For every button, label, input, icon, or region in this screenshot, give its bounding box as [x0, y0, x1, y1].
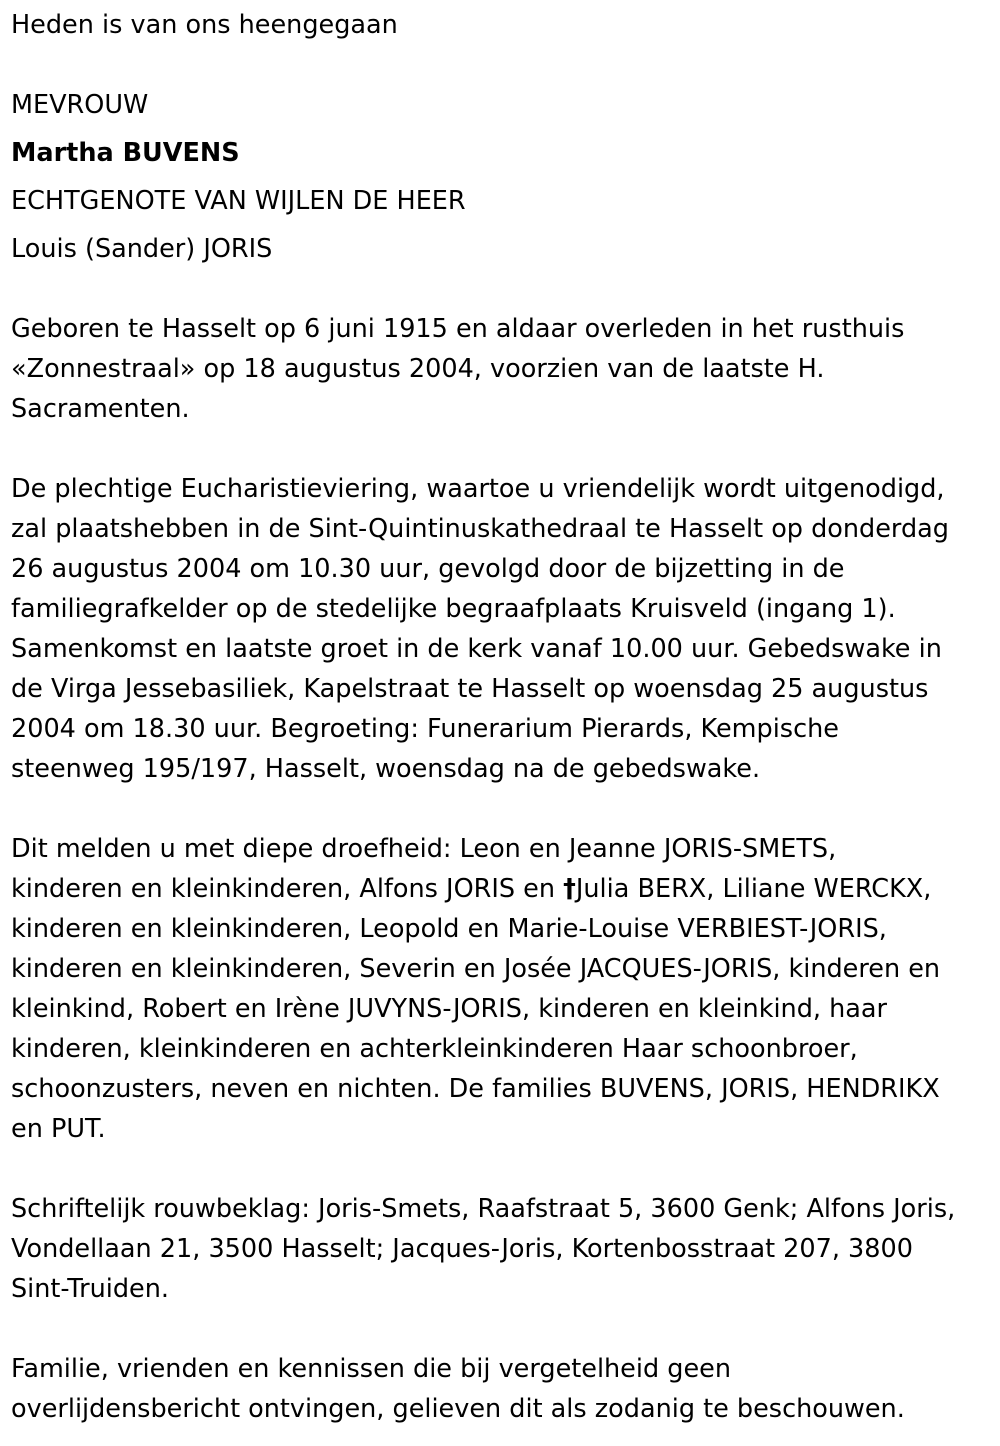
spacer	[11, 1309, 996, 1349]
paragraph-line: Dit melden u met diepe droefheid: Leon en Jeanne JORIS-SMETS,	[11, 834, 837, 864]
line-segment: Julia BERX, Liliane WERCKX,	[575, 874, 932, 904]
paragraph-line: kinderen, kleinkinderen en achterkleinkinderen Haar schoonbroer,	[11, 1034, 858, 1064]
spacer	[11, 789, 996, 829]
line-segment: kinderen en kleinkinderen, Alfons JORIS en	[11, 874, 564, 904]
paragraph-line: Sacramenten.	[11, 394, 190, 424]
paragraph-line: Vondellaan 21, 3500 Hasselt; Jacques-Joris, Kortenbosstraat 207, 3800	[11, 1234, 913, 1264]
paragraph-line: zal plaatshebben in de Sint-Quintinuskathedraal te Hasselt op donderdag	[11, 514, 949, 544]
paragraph-line: «Zonnestraal» op 18 augustus 2004, voorzien van de laatste H.	[11, 354, 825, 384]
birth-paragraph	[11, 309, 996, 429]
paragraph-line: Familie, vrienden en kennissen die bij vergetelheid geen	[11, 1354, 731, 1384]
paragraph-line	[11, 869, 996, 909]
paragraph-line: overlijdensbericht ontvingen, gelieven dit als zodanig te beschouwen.	[11, 1394, 905, 1424]
paragraph-line: 2004 om 18.30 uur. Begroeting: Funerarium Pierards, Kempische	[11, 714, 839, 744]
paragraph-line: kinderen en kleinkinderen, Severin en Josée JACQUES-JORIS, kinderen en	[11, 954, 941, 984]
paragraph-line: Geboren te Hasselt op 6 juni 1915 en aldaar overleden in het rusthuis	[11, 314, 905, 344]
deceased-name: Martha BUVENS	[11, 138, 240, 168]
paragraph-line: Samenkomst en laatste groet in de kerk vanaf 10.00 uur. Gebedswake in	[11, 634, 942, 664]
paragraph-line: 26 augustus 2004 om 10.30 uur, gevolgd door de bijzetting in de	[11, 554, 845, 584]
spacer	[11, 45, 996, 85]
condolence-paragraph	[11, 1189, 996, 1309]
paragraph-line: Schriftelijk rouwbeklag: Joris-Smets, Raafstraat 5, 3600 Genk; Alfons Joris,	[11, 1194, 956, 1224]
paragraph-line: kinderen en kleinkinderen, Leopold en Marie-Louise VERBIEST-JORIS,	[11, 914, 887, 944]
relation-text: ECHTGENOTE VAN WIJLEN DE HEER	[11, 186, 466, 216]
paragraph-line: schoonzusters, neven en nichten. De families BUVENS, JORIS, HENDRIKX	[11, 1074, 940, 1104]
intro-text: Heden is van ons heengegaan	[11, 10, 398, 40]
spacer	[11, 1149, 996, 1189]
paragraph-line: Sint-Truiden.	[11, 1274, 169, 1304]
cross-icon: †	[563, 874, 576, 904]
paragraph-line: familiegrafkelder op de stedelijke begraafplaats Kruisveld (ingang 1).	[11, 594, 896, 624]
ceremony-paragraph	[11, 469, 996, 789]
spacer	[11, 429, 996, 469]
paragraph-line: De plechtige Eucharistieviering, waartoe u vriendelijk wordt uitgenodigd,	[11, 474, 945, 504]
family-paragraph	[11, 829, 996, 1149]
obituary-notice	[11, 5, 996, 1429]
paragraph-line: steenweg 195/197, Hasselt, woensdag na de gebedswake.	[11, 754, 761, 784]
spacer	[11, 269, 996, 309]
closing-paragraph	[11, 1349, 996, 1429]
spouse-name: Louis (Sander) JORIS	[11, 234, 273, 264]
paragraph-line: en PUT.	[11, 1114, 106, 1144]
paragraph-line: kleinkind, Robert en Irène JUVYNS-JORIS, kinderen en kleinkind, haar	[11, 994, 888, 1024]
paragraph-line: de Virga Jessebasiliek, Kapelstraat te Hasselt op woensdag 25 augustus	[11, 674, 929, 704]
title-text: MEVROUW	[11, 90, 149, 120]
